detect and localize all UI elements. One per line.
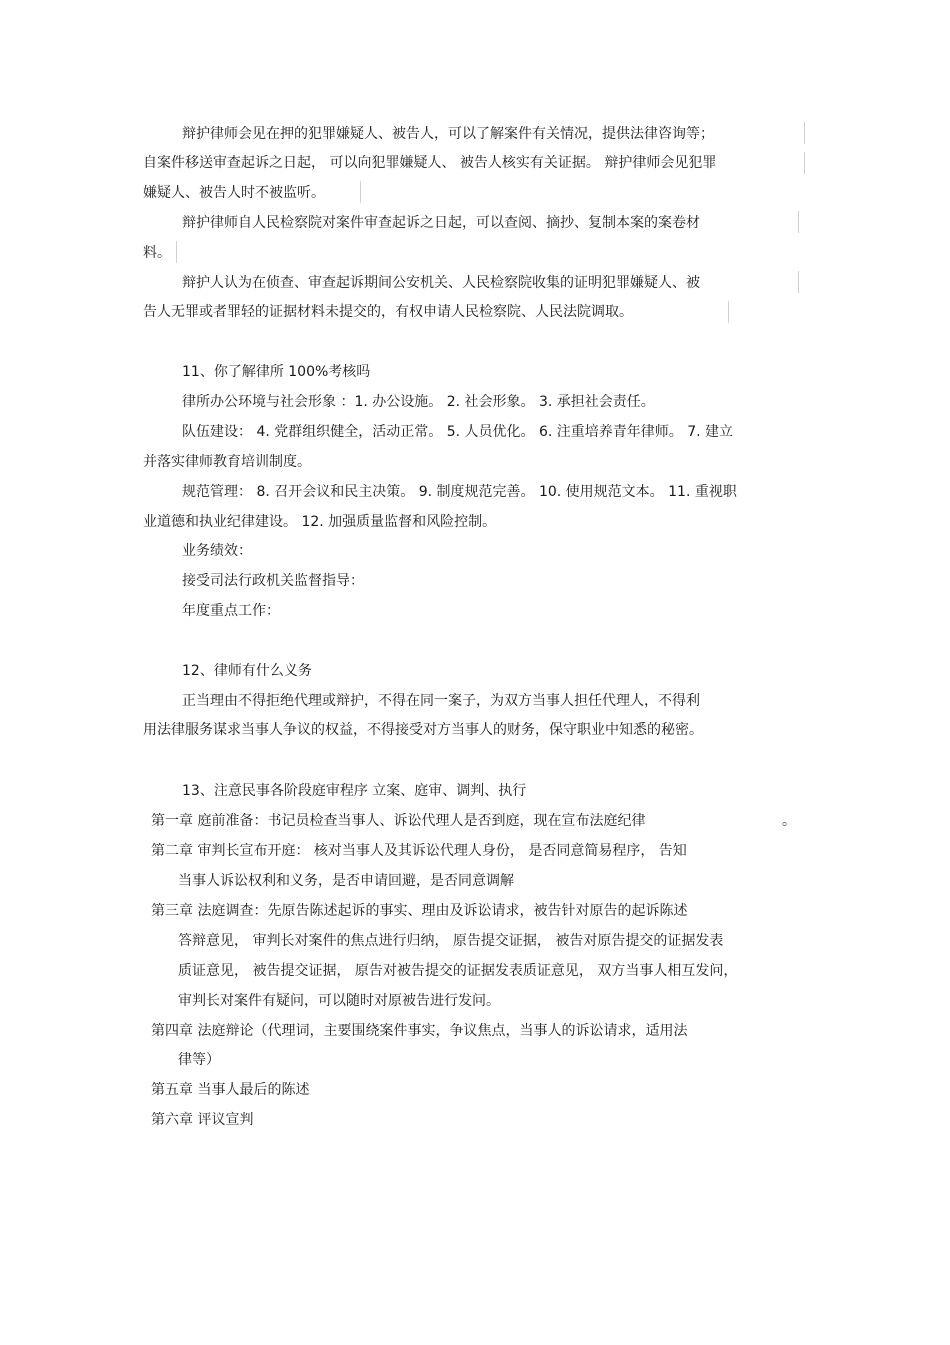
text-line: 辩护律师自人民检察院对案件审查起诉之日起，可以查阅、摘抄、复制本案的案卷材 bbox=[182, 215, 700, 231]
text-line: 业务绩效： bbox=[182, 543, 252, 559]
text-line: 告人无罪或者罪轻的证据材料未提交的，有权申请人民检察院、人民法院调取。 bbox=[143, 304, 633, 320]
divider bbox=[728, 301, 729, 323]
text-line: 年度重点工作： bbox=[182, 603, 280, 619]
chapter-line: 第四章 法庭辩论（代理词，主要围绕案件事实，争议焦点，当事人的诉讼请求，适用法 bbox=[151, 1023, 688, 1039]
section-heading: 11、你了解律所 100%考核吗 bbox=[182, 364, 371, 380]
text-line: 审判长对案件有疑问，可以随时对原被告进行发问。 bbox=[178, 993, 500, 1009]
text-line: 。 bbox=[782, 813, 796, 829]
divider bbox=[804, 152, 805, 174]
text-line: 规范管理： 8. 召开会议和民主决策。 9. 制度规范完善。 10. 使用规范文本。 11. 重视职 bbox=[182, 484, 737, 500]
text-line: 业道德和执业纪律建设。 12. 加强质量监督和风险控制。 bbox=[143, 514, 497, 530]
text-line: 律所办公环境与社会形象 ：1. 办公设施。 2. 社会形象。 3. 承担社会责任。 bbox=[182, 394, 655, 410]
text-line: 辩护人认为在侦查、审查起诉期间公安机关、人民检察院收集的证明犯罪嫌疑人、被 bbox=[182, 275, 700, 291]
text-line: 自案件移送审查起诉之日起， 可以向犯罪嫌疑人、 被告人核实有关证据。 辩护律师会见犯罪 bbox=[143, 155, 717, 171]
chapter-line: 第二章 审判长宣布开庭： 核对当事人及其诉讼代理人身份， 是否同意简易程序， 告知 bbox=[151, 843, 687, 859]
text-line: 队伍建设： 4. 党群组织健全，活动正常。 5. 人员优化。 6. 注重培养青年律师。 7. 建立 bbox=[182, 424, 734, 440]
text-line: 用法律服务谋求当事人争议的权益，不得接受对方当事人的财务，保守职业中知悉的秘密。 bbox=[143, 722, 703, 738]
text-line: 质证意见， 被告提交证据， 原告对被告提交的证据发表质证意见， 双方当事人相互发问， bbox=[178, 963, 738, 979]
chapter-line: 第一章 庭前准备：书记员检查当事人、诉讼代理人是否到庭，现在宣布法庭纪律 bbox=[151, 813, 646, 829]
text-line: 嫌疑人、被告人时不被监听。 bbox=[143, 185, 325, 201]
text-line: 当事人诉讼权利和义务，是否申请回避，是否同意调解 bbox=[178, 873, 514, 889]
chapter-line: 第三章 法庭调查：先原告陈述起诉的事实、理由及诉讼请求，被告针对原告的起诉陈述 bbox=[151, 903, 688, 919]
text-line: 料。 bbox=[143, 245, 171, 261]
divider bbox=[360, 181, 361, 203]
divider bbox=[804, 122, 805, 144]
text-line: 接受司法行政机关监督指导： bbox=[182, 573, 364, 589]
text-line: 律等） bbox=[178, 1052, 220, 1068]
text-line: 正当理由不得拒绝代理或辩护，不得在同一案子，为双方当事人担任代理人，不得利 bbox=[182, 693, 700, 709]
divider bbox=[798, 271, 799, 293]
section-heading: 12、律师有什么义务 bbox=[182, 663, 312, 679]
chapter-line: 第五章 当事人最后的陈述 bbox=[151, 1082, 310, 1098]
text-line: 答辩意见， 审判长对案件的焦点进行归纳， 原告提交证据， 被告对原告提交的证据发表 bbox=[178, 933, 724, 949]
divider bbox=[176, 241, 177, 263]
chapter-line: 第六章 评议宣判 bbox=[151, 1112, 254, 1128]
text-line: 并落实律师教育培训制度。 bbox=[143, 454, 311, 470]
section-heading: 13、注意民事各阶段庭审程序 立案、庭审、调判、执行 bbox=[182, 783, 527, 799]
divider bbox=[798, 211, 799, 233]
text-line: 辩护律师会见在押的犯罪嫌疑人、被告人，可以了解案件有关情况，提供法律咨询等； bbox=[182, 126, 714, 142]
